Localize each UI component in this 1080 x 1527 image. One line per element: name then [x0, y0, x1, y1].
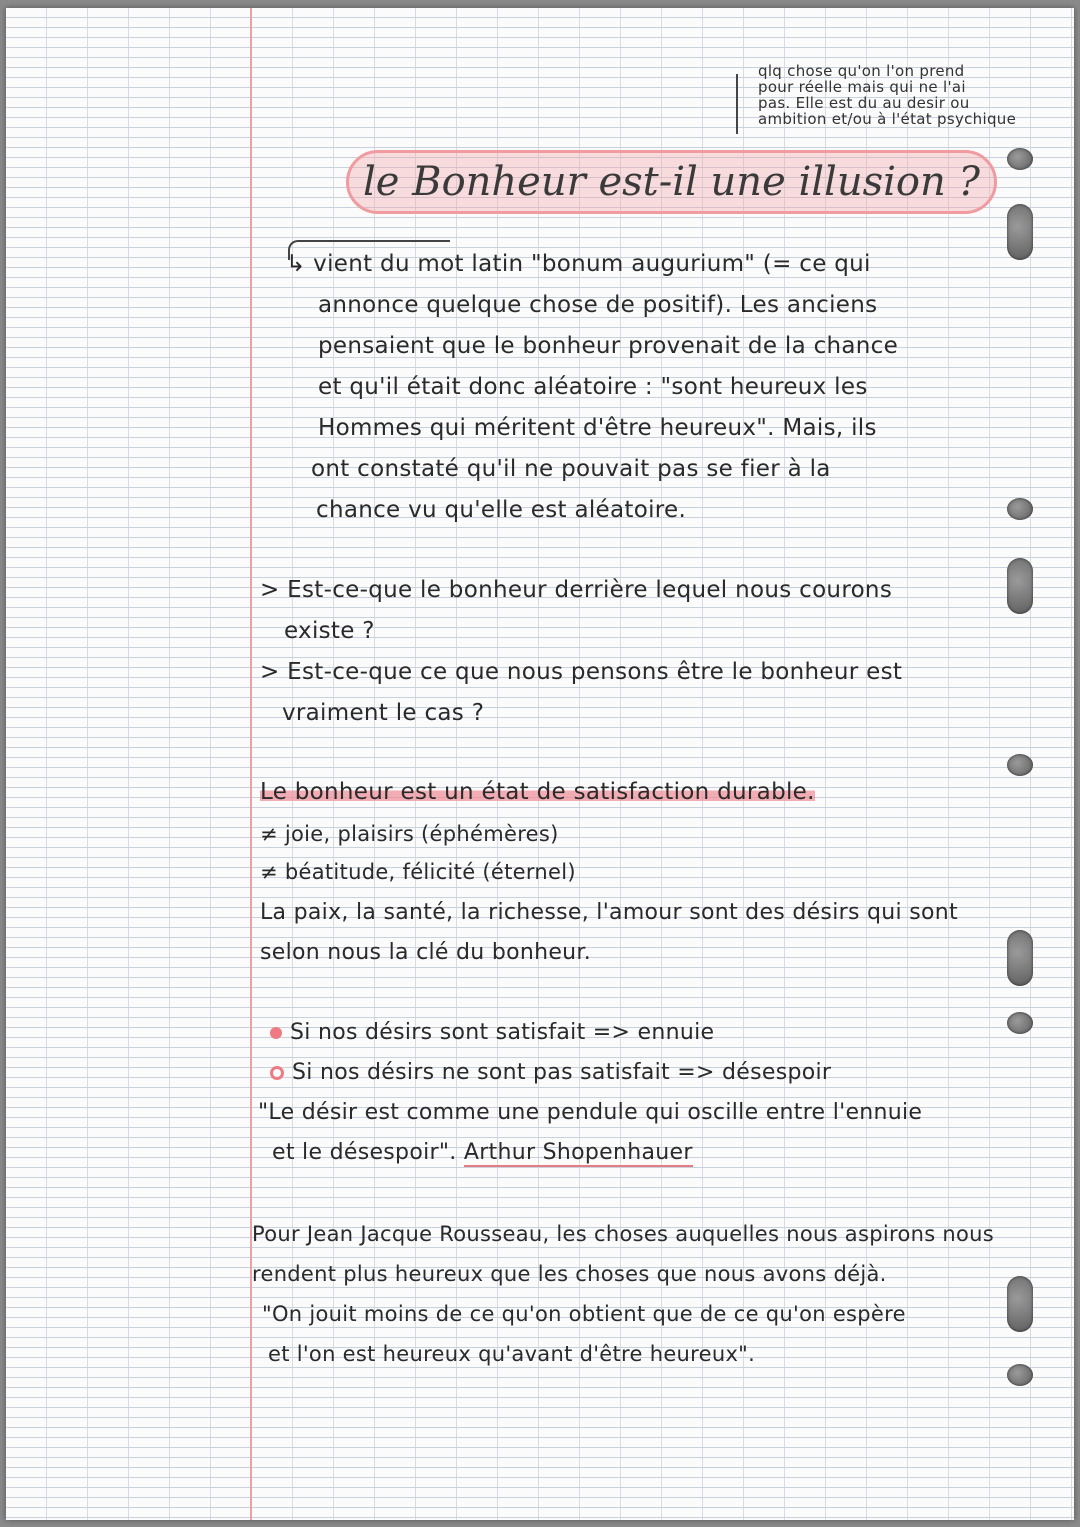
- definition-heading-text: Le bonheur est un état de satisfaction durable.: [260, 779, 815, 805]
- bullet-text: Si nos désirs ne sont pas satisfait => désespoir: [292, 1060, 832, 1085]
- binder-hole: [1007, 754, 1033, 776]
- binder-hole: [1007, 558, 1033, 614]
- intro-line: Hommes qui méritent d'être heureux". Mais, ils: [318, 415, 877, 441]
- note-bracket: [736, 74, 746, 134]
- binder-hole: [1007, 204, 1033, 260]
- margin-note-line: qlq chose qu'on l'on prend: [758, 62, 965, 80]
- binder-hole: [1007, 148, 1033, 170]
- intro-line: ↳ vient du mot latin "bonum augurium" (= ce qui: [286, 251, 871, 277]
- bullet-item: [270, 1012, 714, 1053]
- intro-line: et qu'il était donc aléatoire : "sont heureux les: [318, 374, 868, 400]
- page-title: le Bonheur est-il une illusion ?: [346, 150, 997, 214]
- binder-hole: [1007, 930, 1033, 986]
- question-line: > Est-ce-que ce que nous pensons être le bonheur est: [260, 659, 903, 685]
- question-line: existe ?: [284, 618, 375, 644]
- intro-line: annonce quelque chose de positif). Les anciens: [318, 292, 878, 318]
- definition-heading: [260, 772, 815, 813]
- binder-hole: [1007, 1276, 1033, 1332]
- question-line: > Est-ce-que le bonheur derrière lequel nous courons: [260, 577, 893, 603]
- notebook-page: [6, 8, 1074, 1520]
- intro-line: chance vu qu'elle est aléatoire.: [316, 497, 687, 523]
- intro-line: ont constaté qu'il ne pouvait pas se fier à la: [311, 456, 831, 482]
- rousseau-line: rendent plus heureux que les choses que nous avons déjà.: [252, 1262, 887, 1286]
- definition-line: La paix, la santé, la richesse, l'amour sont des désirs qui sont: [260, 900, 958, 925]
- rousseau-line: et l'on est heureux qu'avant d'être heureux".: [268, 1342, 756, 1366]
- rousseau-line: "On jouit moins de ce qu'on obtient que de ce qu'on espère: [262, 1302, 906, 1326]
- intro-line: pensaient que le bonheur provenait de la chance: [318, 333, 899, 359]
- definition-line: selon nous la clé du bonheur.: [260, 940, 592, 965]
- binder-hole: [1007, 1012, 1033, 1034]
- quote-line: [272, 1132, 693, 1173]
- bullet-text: Si nos désirs sont satisfait => ennuie: [290, 1020, 715, 1045]
- margin-note-line: pour réelle mais qui ne l'ai: [758, 78, 966, 96]
- quote-text: et le désespoir".: [272, 1140, 457, 1165]
- quote-author: Arthur Shopenhauer: [463, 1140, 693, 1165]
- margin-note-line: pas. Elle est du au desir ou: [758, 94, 970, 112]
- question-line: vraiment le cas ?: [282, 700, 485, 726]
- binder-hole: [1007, 1364, 1033, 1386]
- bullet-dot: [270, 1066, 284, 1080]
- binder-hole: [1007, 498, 1033, 520]
- definition-line: ≠ béatitude, félicité (éternel): [260, 860, 576, 884]
- margin-note-line: ambition et/ou à l'état psychique: [758, 110, 1017, 128]
- bullet-dot: [270, 1027, 282, 1039]
- rousseau-line: Pour Jean Jacque Rousseau, les choses auquelles nous aspirons nous: [252, 1222, 995, 1246]
- definition-line: ≠ joie, plaisirs (éphémères): [260, 822, 559, 846]
- bullet-item: [270, 1052, 831, 1093]
- quote-line: "Le désir est comme une pendule qui oscille entre l'ennuie: [258, 1100, 923, 1125]
